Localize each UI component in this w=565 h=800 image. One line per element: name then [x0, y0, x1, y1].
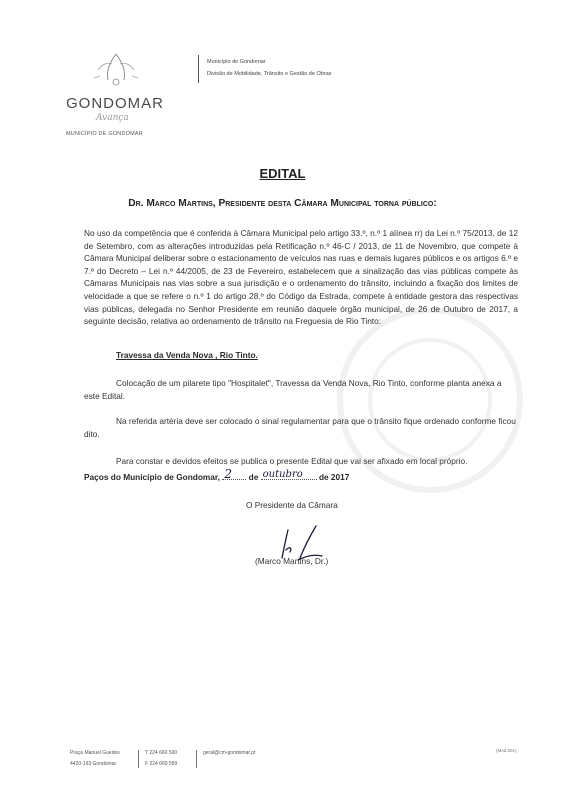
handwritten-day: 2 — [224, 467, 232, 481]
president-title: O Presidente da Câmara — [246, 500, 338, 510]
footer-divider — [196, 750, 197, 768]
gondomar-logo-icon — [88, 48, 144, 92]
header-division: Divisão de Mobilidade, Trânsito e Gestão de Obras — [207, 71, 332, 77]
header-municipality: Município de Gondomar — [207, 59, 266, 65]
footer-address-line1: Praça Manuel Guedes — [70, 750, 120, 756]
header-divider — [198, 55, 199, 83]
document-title: EDITAL — [259, 166, 306, 181]
brand-subtitle: MUNICÍPIO DE GONDOMAR — [66, 131, 143, 137]
street-heading: Travessa da Venda Nova , Rio Tinto. — [116, 350, 258, 360]
brand-name: GONDOMAR — [66, 95, 164, 112]
footer-code: (Mod.001) — [496, 748, 517, 753]
footer-email: geral@cm-gondomar.pt — [203, 750, 256, 756]
signer-name: (Marco Martins, Dr.) — [255, 556, 329, 566]
paragraph-measure: Colocação de um pilarete tipo "Hospitalet", Travessa da Venda Nova, Rio Tinto, conforme planta anexa a este Edital. — [84, 378, 502, 401]
footer-divider — [138, 750, 139, 768]
handwritten-month: outubro — [262, 469, 303, 480]
date-de-2: de 2017 — [318, 472, 350, 482]
document-subtitle: Dr. Marco Martins, Presidente desta Câmara Municipal torna público: — [128, 198, 437, 209]
footer-fax: F 224 660 599 — [145, 761, 178, 767]
place-prefix: Paços do Município de Gondomar, — [84, 472, 220, 482]
date-de-1: de — [248, 472, 259, 482]
footer-address-line2: 4420-193 Gondomar — [70, 761, 117, 767]
place-date-line — [84, 467, 350, 482]
brand-script: Avança — [96, 113, 129, 123]
paragraph-publication: Para constar e devidos efeitos se publica o presente Edital que vai ser afixado em local próprio. — [116, 456, 468, 466]
footer-phone: T 224 660 500 — [145, 750, 178, 756]
paragraph-legal-basis: No uso da competência que é conferida à Câmara Municipal pelo artigo 33.º, n.º 1 alínea rr) da Lei n.º 75/2013, de 12 de Setembro, com as alterações introduzidas pela Retificação n.º 46-C / 2013, de 11 de Novembro, que compete à Câmara Municipal deliberar sobre o estacionamento de veículos nas ruas e demais lugares públicos e os artigos 6.º e 7.º do Decreto – Lei n.º 44/2005, de 23 de Fevereiro, estabelecem que a sinalização das vias públicas compete às Câmaras Municipais nas vias sobre a sua jurisdição e o ordenamento do trânsito, incluindo a fixação dos limites de velocidade a que se refere o n.º 1 do artigo 28.º do Código da Estrada, compete à entidade gestora das respectivas vias públicas, delegada no Senhor Presidente em reunião daquele órgão municipal, de 26 de Outubro de 2017, a seguinte decisão, relativa ao ordenamento de trânsito na Freguesia de Rio Tinto: — [84, 228, 518, 327]
paragraph-signage: Na referida artéria deve ser colocado o sinal regulamentar para que o trânsito fique ordenado conforme ficou dito. — [84, 416, 516, 439]
